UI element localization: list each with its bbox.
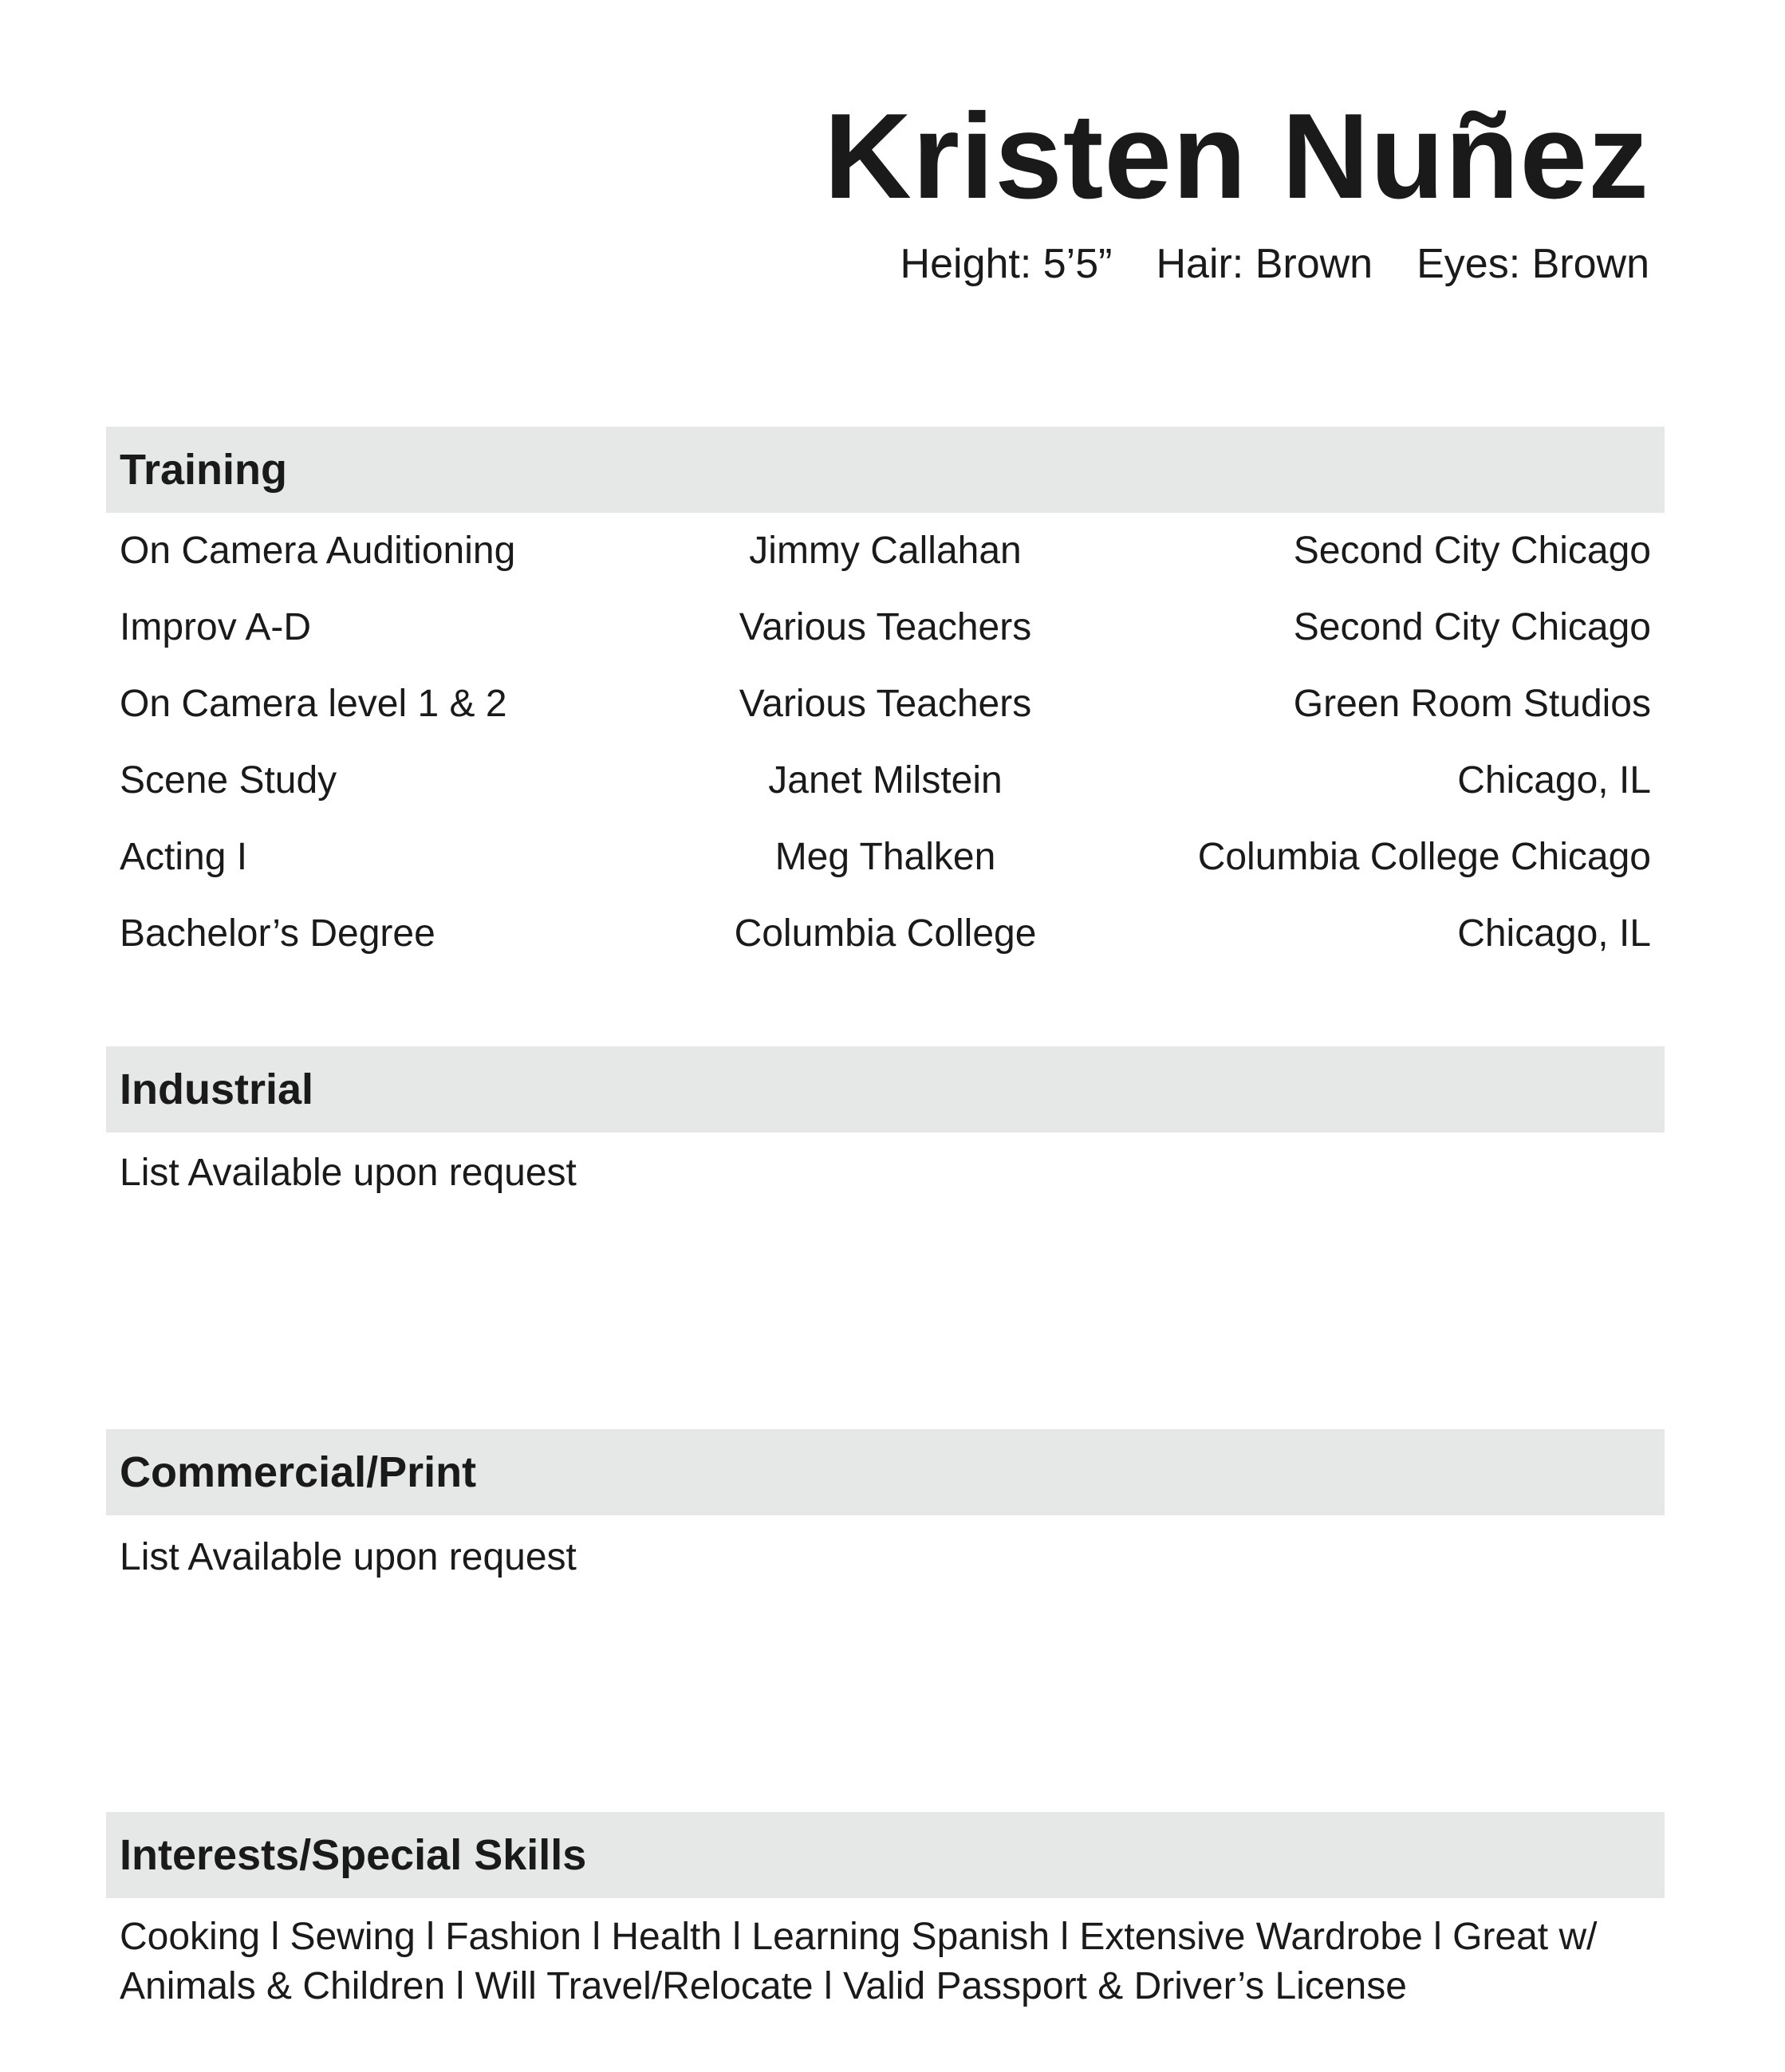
training-title: Training (120, 446, 288, 494)
training-section-header (106, 427, 1665, 513)
course-cell: Improv A-D (120, 606, 312, 648)
course-cell: Scene Study (120, 759, 337, 802)
physical-stats (900, 243, 1649, 285)
teacher-cell: Meg Thalken (774, 836, 996, 878)
training-table (120, 522, 1651, 982)
skills-text (120, 1912, 1635, 2011)
commercial-title: Commercial/Print (120, 1448, 477, 1496)
skills-line-1: Cooking l Sewing l Fashion l Health l Learning Spanish l Extensive Wardrobe l Great w/ (120, 1916, 1598, 1958)
table-row (120, 599, 1651, 676)
industrial-title: Industrial (120, 1066, 314, 1113)
course-cell: On Camera level 1 & 2 (120, 683, 507, 725)
skills-line-2: Animals & Children l Will Travel/Relocate l Valid Passport & Driver’s License (120, 1965, 1407, 2007)
table-row (120, 905, 1651, 982)
teacher-cell: Columbia College (734, 912, 1037, 955)
location-cell: Columbia College Chicago (1197, 836, 1651, 878)
teacher-cell: Various Teachers (739, 683, 1032, 725)
skills-section-header (106, 1812, 1665, 1898)
location-cell: Second City Chicago (1293, 606, 1651, 648)
location-cell: Second City Chicago (1293, 530, 1651, 572)
height-stat: Height: 5’5” (900, 241, 1113, 287)
table-row (120, 829, 1651, 905)
teacher-cell: Jimmy Callahan (749, 530, 1022, 572)
commercial-text: List Available upon request (120, 1536, 577, 1578)
commercial-section-header (106, 1429, 1665, 1515)
table-row (120, 676, 1651, 752)
table-row (120, 522, 1651, 599)
performer-name: Kristen Nuñez (824, 89, 1649, 224)
industrial-text: List Available upon request (120, 1152, 577, 1194)
location-cell: Chicago, IL (1457, 912, 1651, 955)
course-cell: Acting I (120, 836, 248, 878)
skills-title: Interests/Special Skills (120, 1831, 587, 1879)
table-row (120, 752, 1651, 829)
eyes-stat: Eyes: Brown (1417, 241, 1649, 287)
course-cell: Bachelor’s Degree (120, 912, 435, 955)
hair-stat: Hair: Brown (1156, 241, 1373, 287)
teacher-cell: Janet Milstein (768, 759, 1003, 802)
course-cell: On Camera Auditioning (120, 530, 516, 572)
teacher-cell: Various Teachers (739, 606, 1032, 648)
industrial-section-header (106, 1046, 1665, 1133)
location-cell: Green Room Studios (1293, 683, 1651, 725)
location-cell: Chicago, IL (1457, 759, 1651, 802)
